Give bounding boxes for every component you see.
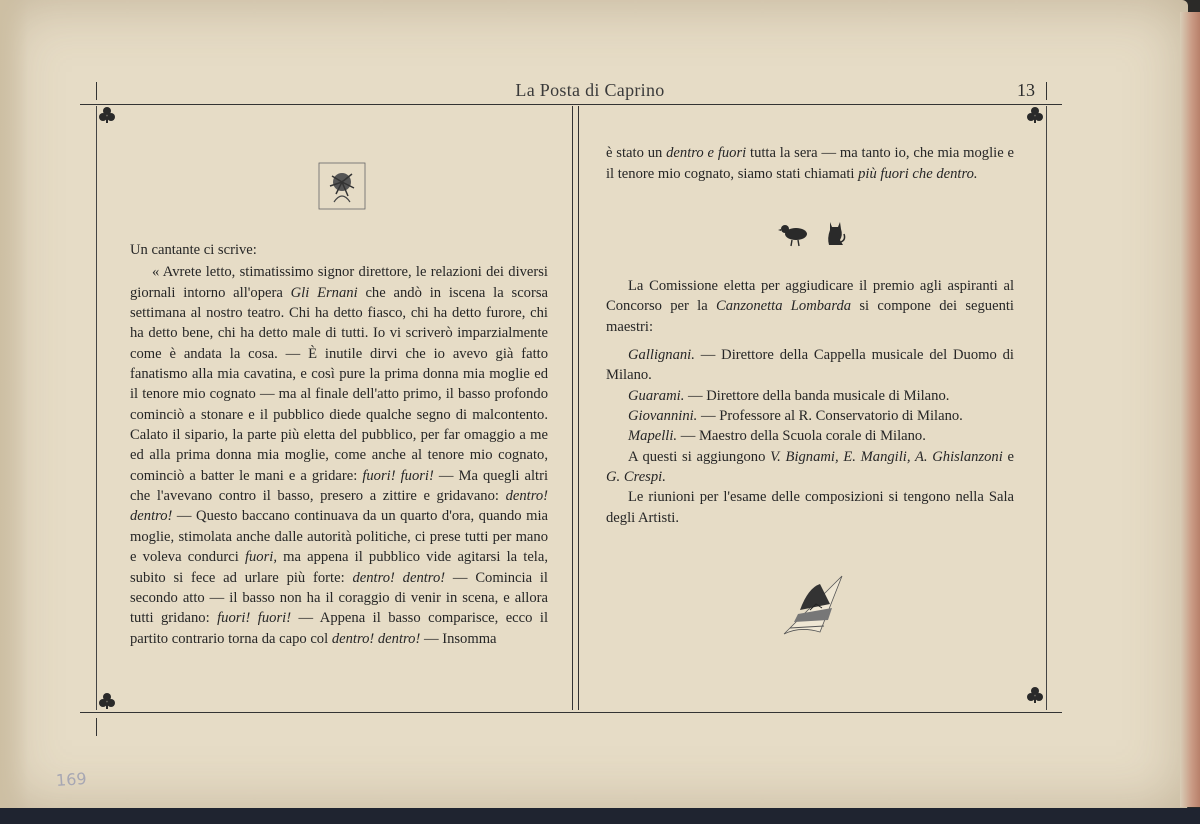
meetings-note: Le riunioni per l'esame delle composizioni si tengono nella Sala degli Artisti. — [606, 489, 1014, 526]
column-divider-right — [578, 106, 579, 710]
clover-corner-icon — [1026, 686, 1044, 704]
member-item: Mapelli. — Maestro della Scuola corale di Milano. — [628, 428, 926, 445]
landscape-vignette-icon — [780, 574, 844, 640]
cat-icon — [826, 220, 846, 246]
running-title: La Posta di Caprino — [515, 80, 665, 100]
column-divider-left — [572, 106, 573, 710]
letter-body: « Avrete letto, stimatissimo signor direttore, le relazioni dei diversi giornali intorno all'opera Gli Ernani che andò in iscena la scorsa settimana al nostro teatro. Chi ha detto fiasco, chi ha detto furore, chi ha detto bene, chi ha detto male di tutti. Io vi scriverò imparzialmente come è andata la cosa. — È inutile dirvi che io avevo già fatto fanatismo alla mia cavatina, e così pure la prima donna mia moglie ed il tenore mio cognato — ma al finale dell'atto primo, il basso profondo cominciò a stonare e il pubblico diede qualche segno di malcontento. Calato il sipario, la parte più eletta del pubblico, per far omaggio a me ed alla prima donna mia moglie, come anche al tenore mio cognato, cominciò a batter le mani e a gridare: fuori! fuori! — Ma quegli altri che l'avevano contro il basso, presero a zittire e gridavano: dentro! dentro! — Questo baccano continuava da un quarto d'ora, quando mia moglie, stimolata anche dalle autorità politiche, ci prese tutti per mano e voleva condurci fuori, ma appena il pubblico vide agitarsi la tela, subito si fece ad urlare più forte: dentro! dentro! — Comincia il secondo atto — il basso non ha il coraggio di venir in scena, e allora tutti gridano: fuori! fuori! — Appena il basso comparisce, ecco il partito contrario torna da capo col dentro! dentro! — Insomma — [130, 264, 549, 647]
bottom-left-tick — [96, 718, 97, 736]
letter-heading: Un cantante ci scrive: — [130, 242, 257, 258]
additional-members: A questi si aggiungono V. Bignami, E. Mangili, A. Ghislanzoni e G. Crespi. — [606, 448, 1014, 486]
gutter-shadow — [0, 0, 28, 812]
bottom-rule — [80, 712, 1062, 713]
member-item: Gallignani. — Direttore della Cappella musicale del Duomo di Milano. — [606, 347, 1014, 384]
page-edges — [1180, 12, 1200, 807]
top-right-tick — [1046, 82, 1047, 100]
page-number: 13 — [1017, 80, 1035, 100]
left-column-text — [130, 240, 548, 649]
frame-right-border — [1046, 106, 1047, 710]
member-item: Guarami. — Direttore della banda musicale di Milano. — [628, 387, 950, 404]
letter-continuation: è stato un dentro e fuori tutta la sera — ma tanto io, che mia moglie e il tenore mio cognato, siamo stati chiamati più fuori che dentro. — [606, 144, 1014, 182]
flower-vignette-icon — [318, 162, 366, 210]
clover-corner-icon — [98, 106, 116, 124]
member-item: Giovannini. — Professore al R. Conservatorio di Milano. — [628, 408, 963, 425]
clover-corner-icon — [1026, 106, 1044, 124]
commission-intro: La Comissione eletta per aggiudicare il premio agli aspiranti al Concorso per la Canzonetta Lombarda si compone dei seguenti maestri: — [606, 278, 1014, 335]
clover-corner-icon — [98, 692, 116, 710]
book-cover-edge — [0, 808, 1200, 824]
crow-icon — [778, 220, 812, 248]
pencil-margin-note: 169 — [55, 768, 88, 791]
frame-left-border — [96, 106, 97, 710]
top-left-tick — [96, 82, 97, 100]
top-rule — [80, 104, 1062, 105]
commission-notice — [606, 276, 1014, 528]
